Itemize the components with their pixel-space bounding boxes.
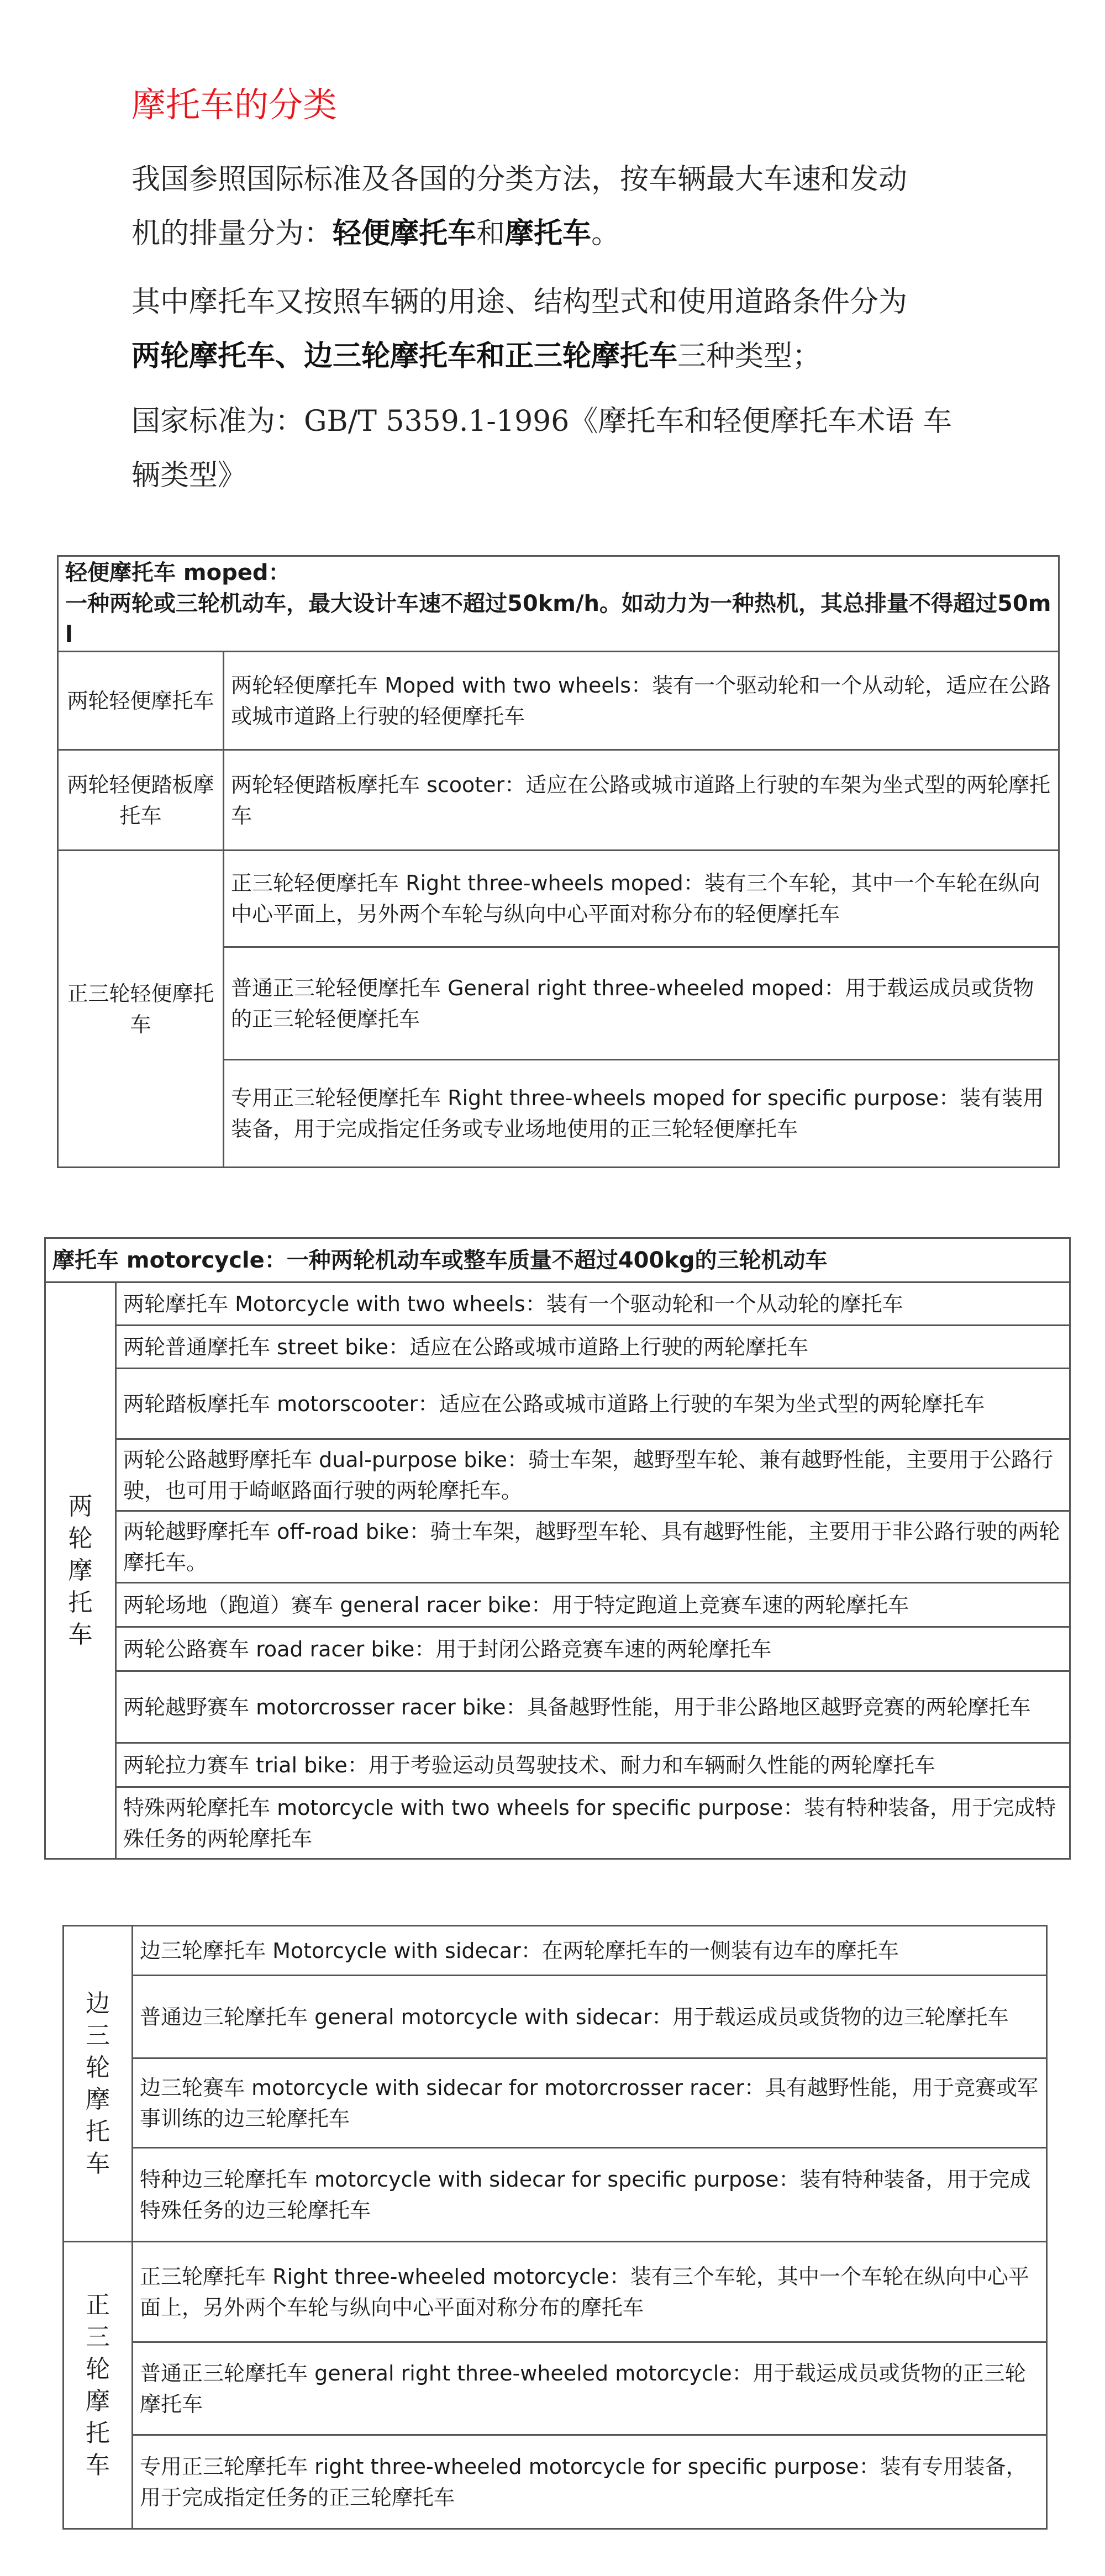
page-title: 摩托车的分类 bbox=[131, 85, 338, 125]
table-row: 普通正三轮轻便摩托车 General right three-wheeled moped：用于载运成员或货物的正三轮轻便摩托车 bbox=[224, 947, 1059, 1060]
intro-line-2-prefix: 机的排量分为： bbox=[131, 217, 333, 250]
table-row: 普通边三轮摩托车 general motorcycle with sidecar：用于载运成员或货物的边三轮摩托车 bbox=[133, 1976, 1047, 2058]
table-row: 专用正三轮摩托车 right three-wheeled motorcycle for specific purpose：装有专用装备，用于完成指定任务的正三轮摩托车 bbox=[133, 2435, 1047, 2529]
intro-line-1: 我国参照国际标准及各国的分类方法，按车辆最大车速和发动 bbox=[131, 163, 908, 196]
table-row: 边三轮摩托车 Motorcycle with sidecar：在两轮摩托车的一侧装有边车的摩托车 bbox=[133, 1926, 1047, 1976]
intro-line-4 bbox=[131, 337, 1027, 376]
group-label: 两轮轻便摩托车 bbox=[58, 652, 224, 750]
table-row: 两轮公路赛车 road racer bike：用于封闭公路竞赛车速的两轮摩托车 bbox=[116, 1627, 1070, 1671]
table-row: 两轮越野赛车 motorcrosser racer bike：具备越野性能，用于非公路地区越野竞赛的两轮摩托车 bbox=[116, 1671, 1070, 1743]
table-row: 正三轮摩托车 Right three-wheeled motorcycle：装有三个车轮，其中一个车轮在纵向中心平面上，另外两个车轮与纵向中心平面对称分布的摩托车 bbox=[133, 2242, 1047, 2342]
intro-line-2 bbox=[131, 214, 1027, 253]
group-label: 正三轮摩托车 bbox=[64, 2242, 133, 2529]
table-row: 两轮公路越野摩托车 dual-purpose bike：骑士车架，越野型车轮、兼有越野性能，主要用于公路行驶，也可用于崎岖路面行驶的两轮摩托车。 bbox=[116, 1439, 1070, 1511]
moped-definition bbox=[58, 556, 1059, 652]
group-label: 两轮摩托车 bbox=[45, 1282, 116, 1859]
motorcycle-definition: 摩托车 motorcycle：一种两轮机动车或整车质量不超过400kg的三轮机动车 bbox=[45, 1238, 1070, 1282]
intro-line-4-suffix: 三种类型； bbox=[677, 340, 822, 373]
moped-heading: 轻便摩托车 moped： bbox=[65, 560, 291, 585]
three-wheel-table bbox=[62, 1925, 1048, 2530]
intro-line-6: 辆类型》 bbox=[131, 459, 247, 492]
table-row: 两轮轻便踏板摩托车 scooter：适应在公路或城市道路上行驶的车架为坐式型的两轮摩托车 bbox=[224, 750, 1059, 851]
group-label: 正三轮轻便摩托车 bbox=[58, 851, 224, 1168]
intro-line-2-mid: 和 bbox=[476, 217, 506, 250]
intro-motorcycle-term: 摩托车 bbox=[505, 217, 592, 250]
table-row: 两轮踏板摩托车 motorscooter：适应在公路或城市道路上行驶的车架为坐式型的两轮摩托车 bbox=[116, 1369, 1070, 1439]
table-row: 普通正三轮摩托车 general right three-wheeled motorcycle：用于载运成员或货物的正三轮摩托车 bbox=[133, 2342, 1047, 2435]
table-row: 两轮场地（跑道）赛车 general racer bike：用于特定跑道上竞赛车速的两轮摩托车 bbox=[116, 1583, 1070, 1627]
table-row: 两轮摩托车 Motorcycle with two wheels：装有一个驱动轮和一个从动轮的摩托车 bbox=[116, 1282, 1070, 1326]
table-row: 两轮拉力赛车 trial bike：用于考验运动员驾驶技术、耐力和车辆耐久性能的两轮摩托车 bbox=[116, 1743, 1070, 1787]
table-row: 两轮越野摩托车 off-road bike：骑士车架，越野型车轮、具有越野性能，主要用于非公路行驶的两轮摩托车。 bbox=[116, 1511, 1070, 1583]
group-label: 两轮轻便踏板摩托车 bbox=[58, 750, 224, 851]
table-row: 两轮普通摩托车 street bike：适应在公路或城市道路上行驶的两轮摩托车 bbox=[116, 1326, 1070, 1369]
table-row: 两轮轻便摩托车 Moped with two wheels：装有一个驱动轮和一个从动轮，适应在公路或城市道路上行驶的轻便摩托车 bbox=[224, 652, 1059, 750]
motorcycle-table bbox=[44, 1237, 1071, 1860]
intro-line-3: 其中摩托车又按照车辆的用途、结构型式和使用道路条件分为 bbox=[131, 286, 908, 319]
table-row: 特殊两轮摩托车 motorcycle with two wheels for specific purpose：装有特种装备，用于完成特殊任务的两轮摩托车 bbox=[116, 1787, 1070, 1859]
intro-line-2-suffix: 。 bbox=[591, 217, 620, 250]
table-row: 特种边三轮摩托车 motorcycle with sidecar for specific purpose：装有特种装备，用于完成特殊任务的边三轮摩托车 bbox=[133, 2148, 1047, 2242]
intro-line-5: 国家标准为：GB/T 5359.1-1996《摩托车和轻便摩托车术语 车 bbox=[131, 405, 952, 438]
group-label: 边三轮摩托车 bbox=[64, 1926, 133, 2242]
table-row: 正三轮轻便摩托车 Right three-wheels moped：装有三个车轮，其中一个车轮在纵向中心平面上，另外两个车轮与纵向中心平面对称分布的轻便摩托车 bbox=[224, 851, 1059, 947]
intro-moped-term: 轻便摩托车 bbox=[333, 217, 477, 250]
table-row: 专用正三轮轻便摩托车 Right three-wheels moped for specific purpose：装有装用装备，用于完成指定任务或专业场地使用的正三轮轻便摩托车 bbox=[224, 1060, 1059, 1168]
moped-description: 一种两轮或三轮机动车，最大设计车速不超过50km/h。如动力为一种热机，其总排量不得超过50ml bbox=[65, 591, 1051, 647]
intro-types-term: 两轮摩托车、边三轮摩托车和正三轮摩托车 bbox=[131, 340, 678, 373]
table-row: 边三轮赛车 motorcycle with sidecar for motorcrosser racer：具有越野性能，用于竞赛或军事训练的边三轮摩托车 bbox=[133, 2058, 1047, 2148]
moped-table bbox=[57, 555, 1060, 1168]
